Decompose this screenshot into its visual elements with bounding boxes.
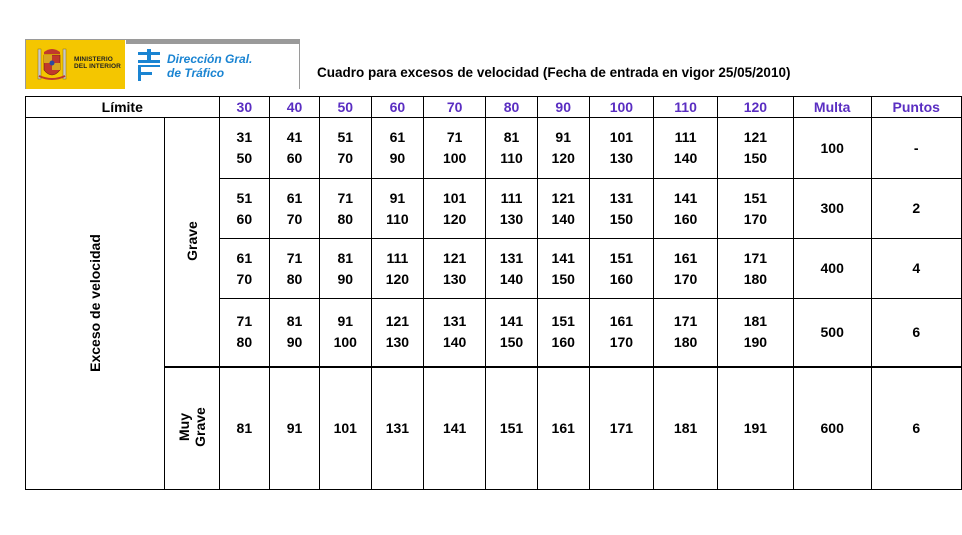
range-to: 130: [609, 150, 634, 166]
range-to: 60: [286, 150, 303, 166]
limit-60: 60: [371, 97, 424, 118]
range-to: 180: [743, 270, 768, 287]
range-cell: [319, 179, 371, 239]
range-to: 170: [673, 270, 698, 287]
muy-grave-value-cell: 91: [270, 367, 320, 490]
range-to: 80: [286, 270, 303, 287]
range-from: 161: [673, 249, 698, 266]
range-to: 80: [337, 210, 354, 227]
range-to: 80: [236, 334, 253, 351]
range-from: 141: [673, 189, 698, 206]
range-from: 91: [389, 189, 406, 206]
range-cell: [589, 239, 654, 299]
range-to: 140: [499, 270, 524, 287]
range-from: 61: [286, 189, 303, 206]
exceso-velocidad-cell: [26, 118, 165, 490]
range-cell: [219, 118, 270, 179]
grave-cell: [164, 118, 219, 367]
dgt-line-2: de Tráfico: [167, 66, 225, 80]
range-cell: [219, 179, 270, 239]
range-from: 151: [609, 249, 634, 266]
gov-line-1: MINISTERIO: [74, 56, 113, 63]
dgt-text: [167, 52, 252, 80]
range-cell: [537, 118, 589, 179]
range-from: 121: [385, 313, 410, 330]
range-from: 31: [236, 129, 253, 145]
range-cell: [424, 299, 486, 367]
grave-row-1: [26, 118, 962, 179]
range-from: 141: [551, 249, 575, 266]
header-logo-strip: [25, 39, 300, 89]
speed-excess-table: [25, 96, 962, 490]
range-from: 171: [743, 249, 768, 266]
range-from: 51: [236, 189, 253, 206]
range-cell: [270, 299, 320, 367]
limit-90: 90: [537, 97, 589, 118]
range-to: 170: [743, 210, 768, 227]
range-from: 111: [674, 129, 697, 145]
multa-cell: 500: [793, 299, 871, 367]
ministerio-logo: [26, 40, 125, 89]
range-from: 101: [442, 189, 467, 206]
range-cell: [319, 299, 371, 367]
dgt-line-1: Dirección Gral.: [167, 52, 253, 66]
limit-40: 40: [270, 97, 320, 118]
muy-grave-value-cell: 171: [589, 367, 654, 490]
range-from: 81: [337, 249, 354, 266]
range-cell: [424, 179, 486, 239]
range-to: 160: [673, 210, 698, 227]
range-cell: [717, 239, 793, 299]
range-from: 141: [499, 313, 524, 330]
range-from: 131: [499, 249, 524, 266]
range-to: 90: [337, 270, 354, 287]
muy-grave-value-cell: 141: [424, 367, 486, 490]
range-to: 120: [385, 270, 410, 287]
range-to: 100: [442, 150, 467, 166]
range-cell: [537, 299, 589, 367]
range-to: 90: [389, 150, 406, 166]
range-to: 70: [337, 150, 354, 166]
range-from: 71: [446, 129, 463, 145]
dgt-mark-icon: [137, 49, 161, 82]
range-to: 170: [609, 334, 634, 351]
ministerio-text: [74, 56, 121, 70]
range-cell: [589, 299, 654, 367]
range-from: 51: [337, 129, 354, 145]
range-to: 150: [551, 270, 575, 287]
limit-70: 70: [424, 97, 486, 118]
range-cell: [486, 299, 538, 367]
range-to: 140: [442, 334, 467, 351]
range-to: 120: [551, 150, 575, 166]
range-to: 70: [236, 270, 253, 287]
limit-120: 120: [717, 97, 793, 118]
range-from: 61: [389, 129, 406, 145]
limit-100: 100: [589, 97, 654, 118]
grave-label: Grave: [183, 221, 200, 262]
range-cell: [319, 239, 371, 299]
range-from: 171: [673, 313, 698, 330]
muy-grave-value-cell: 161: [537, 367, 589, 490]
range-to: 150: [499, 334, 524, 351]
range-to: 90: [286, 334, 303, 351]
limit-50: 50: [319, 97, 371, 118]
range-from: 81: [503, 129, 520, 145]
puntos-cell: -: [871, 118, 961, 179]
multa-cell: 600: [793, 367, 871, 490]
range-from: 111: [500, 189, 523, 206]
range-cell: [717, 118, 793, 179]
muy-grave-value-cell: 81: [219, 367, 270, 490]
range-to: 110: [386, 210, 409, 227]
range-from: 71: [337, 189, 354, 206]
range-to: 60: [236, 210, 253, 227]
puntos-cell: 2: [871, 179, 961, 239]
range-cell: [424, 118, 486, 179]
range-cell: [654, 179, 718, 239]
range-from: 41: [286, 129, 303, 145]
range-from: 91: [337, 313, 354, 330]
puntos-header: Puntos: [871, 97, 961, 118]
range-to: 140: [673, 150, 698, 166]
range-from: 111: [386, 249, 409, 266]
muy-grave-label: [176, 407, 208, 447]
limit-30: 30: [219, 97, 270, 118]
range-to: 160: [609, 270, 634, 287]
range-cell: [371, 299, 424, 367]
multa-cell: 300: [793, 179, 871, 239]
muy-grave-label-line-2: Grave: [191, 406, 208, 447]
range-from: 151: [551, 313, 575, 330]
range-cell: [486, 118, 538, 179]
range-from: 101: [609, 129, 634, 145]
multa-cell: 100: [793, 118, 871, 179]
range-to: 50: [236, 150, 253, 166]
range-cell: [717, 179, 793, 239]
range-cell: [424, 239, 486, 299]
range-cell: [371, 179, 424, 239]
range-from: 121: [743, 129, 768, 145]
range-to: 150: [609, 210, 634, 227]
range-cell: [219, 299, 270, 367]
range-to: 130: [385, 334, 410, 351]
range-cell: [486, 179, 538, 239]
range-from: 121: [551, 189, 575, 206]
limit-label: Límite: [26, 97, 220, 118]
range-cell: [319, 118, 371, 179]
range-cell: [486, 239, 538, 299]
range-from: 71: [236, 313, 253, 330]
range-from: 151: [743, 189, 768, 206]
multa-header: Multa: [793, 97, 871, 118]
range-to: 180: [673, 334, 698, 351]
puntos-cell: 6: [871, 299, 961, 367]
range-to: 100: [333, 334, 357, 351]
range-cell: [270, 179, 320, 239]
muy-grave-value-cell: 181: [654, 367, 718, 490]
range-to: 130: [442, 270, 467, 287]
range-from: 181: [743, 313, 768, 330]
range-cell: [270, 118, 320, 179]
range-from: 131: [442, 313, 467, 330]
range-cell: [537, 239, 589, 299]
range-from: 161: [609, 313, 634, 330]
limit-110: 110: [654, 97, 718, 118]
range-cell: [270, 239, 320, 299]
range-to: 160: [551, 334, 575, 351]
range-to: 110: [500, 150, 523, 166]
range-cell: [589, 179, 654, 239]
range-cell: [371, 239, 424, 299]
range-cell: [654, 299, 718, 367]
exceso-velocidad-label: Exceso de velocidad: [86, 234, 103, 372]
logo-top-bar: [126, 40, 299, 44]
muy-grave-label-line-1: Muy: [175, 412, 192, 441]
limit-80: 80: [486, 97, 538, 118]
range-to: 70: [286, 210, 303, 227]
document-title: Cuadro para excesos de velocidad (Fecha de entrada en vigor 25/05/2010): [317, 65, 791, 80]
muy-grave-row: [26, 367, 962, 490]
range-to: 140: [551, 210, 575, 227]
range-from: 71: [286, 249, 303, 266]
puntos-cell: 4: [871, 239, 961, 299]
range-to: 190: [743, 334, 768, 351]
multa-cell: 400: [793, 239, 871, 299]
range-cell: [537, 179, 589, 239]
dgt-logo: [126, 40, 299, 89]
range-cell: [371, 118, 424, 179]
range-to: 130: [499, 210, 524, 227]
range-from: 81: [286, 313, 303, 330]
puntos-cell: 6: [871, 367, 961, 490]
range-cell: [589, 118, 654, 179]
range-from: 61: [236, 249, 253, 266]
muy-grave-value-cell: 131: [371, 367, 424, 490]
muy-grave-cell: [164, 367, 219, 490]
range-to: 150: [743, 150, 768, 166]
range-cell: [219, 239, 270, 299]
header-row: [26, 97, 962, 118]
gov-line-2: DEL INTERIOR: [74, 63, 121, 70]
muy-grave-value-cell: 191: [717, 367, 793, 490]
range-from: 91: [555, 129, 571, 145]
range-to: 120: [442, 210, 467, 227]
range-from: 131: [609, 189, 634, 206]
coat-of-arms-icon: [35, 46, 69, 84]
muy-grave-value-cell: 101: [319, 367, 371, 490]
range-cell: [654, 239, 718, 299]
range-from: 121: [442, 249, 467, 266]
range-cell: [654, 118, 718, 179]
range-cell: [717, 299, 793, 367]
muy-grave-value-cell: 151: [486, 367, 538, 490]
